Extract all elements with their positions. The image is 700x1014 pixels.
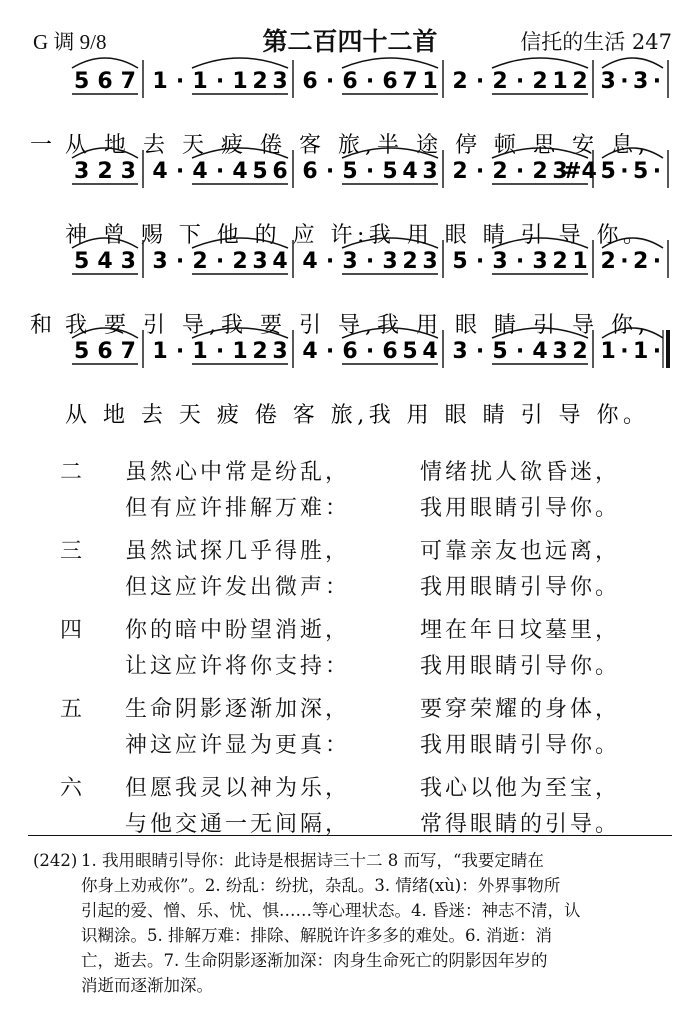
dot-mark: · <box>365 69 375 94</box>
dot-mark: · <box>652 69 662 94</box>
lyric-line: 我 要 引 导,我 要 引 导,我 用 眼 睛 引 导 你, <box>65 313 645 338</box>
dot-mark: · <box>475 159 485 184</box>
footnotes <box>33 848 673 998</box>
dot-mark: · <box>215 339 225 364</box>
tie-arc <box>602 58 663 68</box>
note: 2 <box>402 249 418 274</box>
hymn-title: 第二百四十二首 <box>262 27 438 56</box>
note: 4 <box>97 249 113 274</box>
verse-line: 我用眼睛引导你。 <box>420 733 621 758</box>
dot-mark: · <box>515 159 525 184</box>
dot-mark: · <box>365 249 375 274</box>
note: 2 <box>492 159 508 184</box>
verse-number: 五 <box>60 697 83 722</box>
note: 1 <box>552 69 568 94</box>
note: 2 <box>572 69 588 94</box>
note: 2 <box>232 249 248 274</box>
note: 2 <box>252 69 268 94</box>
note: 1 <box>572 249 588 274</box>
dot-mark: · <box>215 249 225 274</box>
dot-mark: · <box>652 339 662 364</box>
note: 5 <box>452 249 468 274</box>
note: 7 <box>402 69 418 94</box>
note: 3 <box>600 69 616 94</box>
dot-mark: · <box>620 69 629 94</box>
note: 5 <box>600 159 616 184</box>
note: 6 <box>97 69 113 94</box>
note: 1 <box>232 69 248 94</box>
verse-line: 但愿我灵以神为乐， <box>125 776 351 801</box>
note: 3 <box>120 159 136 184</box>
footnote-line: 1. 我用眼睛引导你：此诗是根据诗三十二 8 而写，“我要定睛在 <box>81 851 544 870</box>
dot-mark: · <box>175 69 185 94</box>
note: 2 <box>632 249 649 274</box>
note: 3 <box>272 69 288 94</box>
note: 5 <box>402 339 418 364</box>
note: 2 <box>552 249 568 274</box>
footnote-line: 引起的爱、憎、乐、忧、惧……等心理状态。4. 昏迷：神志不清，认 <box>81 901 581 920</box>
verse-line: 常得眼睛的引导。 <box>420 812 621 837</box>
note: 1 <box>600 339 616 364</box>
lyric-line: 从 地 去 天 疲 倦 客 旅,我 用 眼 睛 引 导 你。 <box>65 403 645 428</box>
note: 3 <box>422 249 438 274</box>
slur-arc <box>72 58 138 68</box>
dot-mark: · <box>652 159 662 184</box>
note: 2 <box>452 69 468 94</box>
note: 5 <box>74 69 90 94</box>
dot-mark: · <box>365 339 375 364</box>
dot-mark: · <box>652 249 662 274</box>
note: 6 <box>382 69 398 94</box>
note: 1 <box>152 339 168 364</box>
note: 3 <box>152 249 168 274</box>
note: 4 <box>302 339 318 364</box>
dot-mark: · <box>175 249 185 274</box>
note: 2 <box>532 69 548 94</box>
note: 3 <box>120 249 136 274</box>
note: 4 <box>422 339 438 364</box>
note: 7 <box>120 69 136 94</box>
note: 3 <box>74 159 90 184</box>
note: 2 <box>252 339 268 364</box>
note: 2 <box>192 249 208 274</box>
note: 2 <box>492 69 508 94</box>
note: 3 <box>452 339 468 364</box>
footnote-divider <box>28 835 672 836</box>
note: 5 <box>342 159 358 184</box>
verse-line: 我用眼睛引导你。 <box>420 575 621 600</box>
note: 3 <box>272 339 288 364</box>
dot-mark: · <box>175 339 185 364</box>
footnote-line: 你身上劝戒你”。2. 纷乱：纷扰，杂乱。3. 情绪(xù)：外界事物所 <box>81 876 561 895</box>
note: 2 <box>572 339 588 364</box>
note: 5 <box>74 249 90 274</box>
note: 3 <box>492 249 508 274</box>
stanza-label: 和 <box>30 313 53 338</box>
slur-arc <box>192 58 288 68</box>
verse-line: 生命阴影逐渐加深， <box>125 697 351 722</box>
verse-line: 我用眼睛引导你。 <box>420 654 621 679</box>
verse-line: 要穿荣耀的身体， <box>420 697 621 722</box>
slur-arc <box>492 58 588 68</box>
note: 4 <box>532 339 548 364</box>
dot-mark: · <box>515 339 525 364</box>
note: #4 <box>563 159 597 184</box>
dot-mark: · <box>175 159 185 184</box>
verse-line: 但有应许排解万难： <box>125 496 351 521</box>
note: 5 <box>74 339 90 364</box>
note: 6 <box>272 159 288 184</box>
note: 2 <box>532 159 548 184</box>
note: 6 <box>342 339 358 364</box>
footnote-body <box>81 848 673 998</box>
footnote-number: (242) <box>33 851 78 870</box>
verse-number: 二 <box>60 460 83 485</box>
note: 2 <box>452 159 468 184</box>
stanza-label: 一 <box>30 133 53 158</box>
dot-mark: · <box>475 69 485 94</box>
note: 3 <box>552 159 568 184</box>
note: 3 <box>632 69 649 94</box>
note: 3 <box>422 159 438 184</box>
verse-line: 虽然试探几乎得胜， <box>125 539 351 564</box>
note: 3 <box>552 339 568 364</box>
verse-line: 可靠亲友也远离， <box>420 539 621 564</box>
footnote-line: 识糊涂。5. 排解万难：排除、解脱许许多多的难处。6. 消逝：消 <box>81 926 552 945</box>
note: 1 <box>632 339 649 364</box>
dot-mark: · <box>620 249 629 274</box>
note: 5 <box>252 159 268 184</box>
note: 1 <box>192 339 208 364</box>
note: 4 <box>302 249 318 274</box>
note: 4 <box>232 159 248 184</box>
dot-mark: · <box>215 69 225 94</box>
verse-line: 与他交通一无间隔， <box>125 812 351 837</box>
note: 3 <box>532 249 548 274</box>
dot-mark: · <box>620 159 629 184</box>
footnote-line: 消逝而逐渐加深。 <box>81 976 213 995</box>
note: 2 <box>97 159 113 184</box>
dot-mark: · <box>365 159 375 184</box>
dot-mark: · <box>215 159 225 184</box>
verse-number: 四 <box>60 618 83 643</box>
verse-line: 让这应许将你支持： <box>125 654 351 679</box>
verse-line: 埋在年日坟墓里， <box>420 618 621 643</box>
note: 2 <box>600 249 616 274</box>
note: 3 <box>252 249 268 274</box>
note: 6 <box>342 69 358 94</box>
note: 4 <box>272 249 288 274</box>
verse-line: 我用眼睛引导你。 <box>420 496 621 521</box>
note: 6 <box>382 339 398 364</box>
note: 5 <box>632 159 649 184</box>
lyric-line: 神 曾 赐 下 他 的 应 许:我 用 眼 睛 引 导 你。 <box>65 223 645 248</box>
slur-arc <box>342 58 438 68</box>
dot-mark: · <box>325 69 335 94</box>
footnote-line: 亡，逝去。7. 生命阴影逐渐加深：肉身生命死亡的阴影因年岁的 <box>81 951 548 970</box>
note: 1 <box>192 69 208 94</box>
note: 4 <box>192 159 208 184</box>
verse-line: 我心以他为至宝， <box>420 776 621 801</box>
note: 1 <box>422 69 438 94</box>
dot-mark: · <box>515 249 525 274</box>
dot-mark: · <box>515 69 525 94</box>
verse-line: 你的暗中盼望消逝， <box>125 618 351 643</box>
verse-line: 但这应许发出微声： <box>125 575 351 600</box>
note: 5 <box>492 339 508 364</box>
key-signature: G 调 9/8 <box>33 30 107 54</box>
note: 7 <box>120 339 136 364</box>
lyric-line: 从 地 去 天 疲 倦 客 旅,半 途 停 顿 思 安 息, <box>65 133 645 158</box>
note: 3 <box>382 249 398 274</box>
note: 6 <box>302 69 318 94</box>
verse-number: 六 <box>60 776 83 801</box>
note: 3 <box>342 249 358 274</box>
dot-mark: · <box>475 339 485 364</box>
note: 1 <box>152 69 168 94</box>
verse-line: 情绪扰人欲昏迷， <box>420 460 621 485</box>
verse-line: 虽然心中常是纷乱， <box>125 460 351 485</box>
note: 4 <box>152 159 168 184</box>
hymn-subtitle: 信托的生活 247 <box>520 30 672 54</box>
dot-mark: · <box>325 339 335 364</box>
verse-line: 神这应许显为更真： <box>125 733 351 758</box>
dot-mark: · <box>475 249 485 274</box>
note: 6 <box>97 339 113 364</box>
dot-mark: · <box>325 249 335 274</box>
note: 5 <box>382 159 398 184</box>
verse-number: 三 <box>60 539 83 564</box>
note: 1 <box>232 339 248 364</box>
dot-mark: · <box>325 159 335 184</box>
note: 4 <box>402 159 418 184</box>
dot-mark: · <box>620 339 629 364</box>
note: 6 <box>302 159 318 184</box>
jianpu-score <box>0 0 700 440</box>
